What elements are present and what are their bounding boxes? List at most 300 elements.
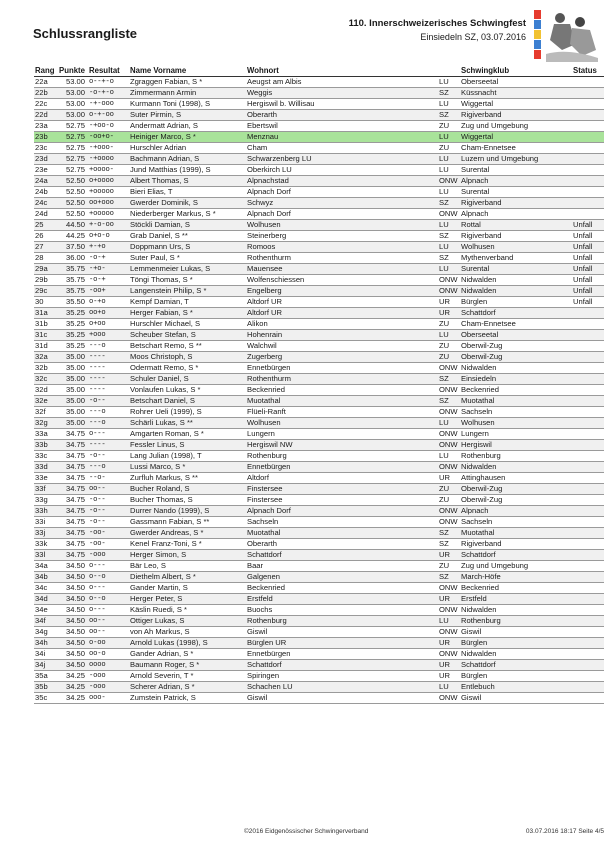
points-cell: 34.50	[58, 593, 88, 604]
canton-cell: ONW	[438, 175, 460, 186]
status-cell: Unfall	[572, 219, 604, 230]
canton-cell: UR	[438, 472, 460, 483]
name-cell: Moos Christoph, S	[129, 351, 246, 362]
name-cell: Bucher Roland, S	[129, 483, 246, 494]
result-cell: -oo-	[88, 538, 129, 549]
name-cell: Gassmann Fabian, S **	[129, 516, 246, 527]
points-cell: 35.75	[58, 285, 88, 296]
canton-cell: LU	[438, 131, 460, 142]
name-cell: Bieri Elias, T	[129, 186, 246, 197]
result-cell: -+ooo-	[88, 142, 129, 153]
table-row	[34, 362, 604, 373]
residence-cell: Beckenried	[246, 384, 438, 395]
status-cell: Unfall	[572, 263, 604, 274]
result-cell: ----	[88, 439, 129, 450]
event-subtitle: Einsiedeln SZ, 03.07.2016	[420, 32, 526, 42]
result-cell: oo--	[88, 483, 129, 494]
residence-cell: Ebertswil	[246, 120, 438, 131]
result-cell: -+oooo	[88, 153, 129, 164]
table-row	[34, 252, 604, 263]
status-cell: Unfall	[572, 285, 604, 296]
rank-cell: 34h	[34, 637, 58, 648]
table-header-row	[34, 65, 604, 76]
status-cell	[572, 318, 604, 329]
table-row	[34, 98, 604, 109]
canton-cell: SZ	[438, 395, 460, 406]
result-cell: -o--	[88, 516, 129, 527]
rank-cell: 26	[34, 230, 58, 241]
points-cell: 34.50	[58, 626, 88, 637]
points-cell: 34.75	[58, 450, 88, 461]
points-cell: 34.75	[58, 472, 88, 483]
canton-cell: SZ	[438, 571, 460, 582]
result-cell: -o--	[88, 450, 129, 461]
status-cell	[572, 98, 604, 109]
points-cell: 34.50	[58, 637, 88, 648]
residence-cell: Rothenburg	[246, 615, 438, 626]
status-cell	[572, 626, 604, 637]
canton-cell: ZU	[438, 483, 460, 494]
club-cell: Rothenburg	[460, 450, 572, 461]
rank-cell: 33d	[34, 461, 58, 472]
canton-cell: ONW	[438, 516, 460, 527]
status-cell	[572, 329, 604, 340]
residence-cell: Schattdorf	[246, 659, 438, 670]
points-cell: 35.00	[58, 351, 88, 362]
table-row	[34, 373, 604, 384]
result-cell: -+o-	[88, 263, 129, 274]
club-cell: Beckenried	[460, 384, 572, 395]
points-cell: 35.00	[58, 406, 88, 417]
name-cell: Schärli Lukas, S **	[129, 417, 246, 428]
table-row	[34, 637, 604, 648]
residence-cell: Schattdorf	[246, 549, 438, 560]
points-cell: 34.75	[58, 505, 88, 516]
canton-cell: SZ	[438, 109, 460, 120]
club-cell: Erstfeld	[460, 593, 572, 604]
club-cell: Oberwil-Zug	[460, 483, 572, 494]
club-cell: Cham-Ennetsee	[460, 142, 572, 153]
result-cell: -o--	[88, 395, 129, 406]
rank-cell: 33k	[34, 538, 58, 549]
points-cell: 34.50	[58, 560, 88, 571]
result-cell: oooo	[88, 659, 129, 670]
name-cell: Hurschler Adrian	[129, 142, 246, 153]
club-cell: Entlebuch	[460, 681, 572, 692]
status-cell	[572, 76, 604, 87]
canton-cell: ONW	[438, 648, 460, 659]
canton-cell: ZU	[438, 142, 460, 153]
name-cell: Ottiger Lukas, S	[129, 615, 246, 626]
club-cell: Nidwalden	[460, 362, 572, 373]
name-cell: Rohrer Ueli (1999), S	[129, 406, 246, 417]
residence-cell: Bürglen UR	[246, 637, 438, 648]
points-cell: 35.00	[58, 417, 88, 428]
canton-cell: LU	[438, 76, 460, 87]
table-row	[34, 296, 604, 307]
club-cell: Zug und Umgebung	[460, 120, 572, 131]
points-cell: 44.25	[58, 230, 88, 241]
club-cell: Oberwil-Zug	[460, 494, 572, 505]
name-cell: Gwerder Andreas, S *	[129, 527, 246, 538]
table-row	[34, 208, 604, 219]
residence-cell: Sachseln	[246, 516, 438, 527]
rank-cell: 34b	[34, 571, 58, 582]
name-cell: Betschart Daniel, S	[129, 395, 246, 406]
canton-cell: SZ	[438, 527, 460, 538]
status-cell: Unfall	[572, 274, 604, 285]
name-cell: Lang Julian (1998), T	[129, 450, 246, 461]
canton-cell: LU	[438, 186, 460, 197]
club-cell: Sachseln	[460, 406, 572, 417]
table-row	[34, 593, 604, 604]
residence-cell: Hergiswil b. Willisau	[246, 98, 438, 109]
residence-cell: Hohenrain	[246, 329, 438, 340]
residence-cell: Alpnachstad	[246, 175, 438, 186]
table-row	[34, 307, 604, 318]
points-cell: 34.50	[58, 659, 88, 670]
column-header: Wohnort	[246, 65, 438, 76]
canton-cell: LU	[438, 219, 460, 230]
status-cell	[572, 472, 604, 483]
residence-cell: Oberkirch LU	[246, 164, 438, 175]
residence-cell: Flüeli-Ranft	[246, 406, 438, 417]
result-cell: o---	[88, 428, 129, 439]
residence-cell: Schachen LU	[246, 681, 438, 692]
name-cell: Arnold Lukas (1998), S	[129, 637, 246, 648]
points-cell: 53.00	[58, 87, 88, 98]
table-row	[34, 692, 604, 703]
points-cell: 35.50	[58, 296, 88, 307]
table-row	[34, 219, 604, 230]
result-cell: o+o-o	[88, 230, 129, 241]
result-cell: oo--	[88, 615, 129, 626]
rank-cell: 23d	[34, 153, 58, 164]
residence-cell: Mauensee	[246, 263, 438, 274]
name-cell: Kurmann Toni (1998), S	[129, 98, 246, 109]
table-row	[34, 329, 604, 340]
status-cell	[572, 593, 604, 604]
rank-cell: 33a	[34, 428, 58, 439]
name-cell: Suter Paul, S *	[129, 252, 246, 263]
result-cell: ----	[88, 362, 129, 373]
canton-cell: LU	[438, 417, 460, 428]
canton-cell: ONW	[438, 505, 460, 516]
result-cell: ooo-	[88, 692, 129, 703]
rank-cell: 22d	[34, 109, 58, 120]
name-cell: Niederberger Markus, S *	[129, 208, 246, 219]
residence-cell: Aeugst am Albis	[246, 76, 438, 87]
name-cell: Bucher Thomas, S	[129, 494, 246, 505]
name-cell: Hurschler Michael, S	[129, 318, 246, 329]
rank-cell: 34c	[34, 582, 58, 593]
club-cell: March-Höfe	[460, 571, 572, 582]
table-row	[34, 76, 604, 87]
rank-cell: 30	[34, 296, 58, 307]
name-cell: Käslin Ruedi, S *	[129, 604, 246, 615]
name-cell: Suter Pirmin, S	[129, 109, 246, 120]
result-cell: -o-+	[88, 252, 129, 263]
status-cell	[572, 560, 604, 571]
club-cell: Hergiswil	[460, 439, 572, 450]
canton-cell: LU	[438, 450, 460, 461]
residence-cell: Oberarth	[246, 109, 438, 120]
rank-cell: 29b	[34, 274, 58, 285]
table-row	[34, 318, 604, 329]
result-cell: -+oo-o	[88, 120, 129, 131]
canton-cell: LU	[438, 263, 460, 274]
residence-cell: Baar	[246, 560, 438, 571]
canton-cell: ONW	[438, 626, 460, 637]
canton-cell: ONW	[438, 428, 460, 439]
residence-cell: Schwarzenberg LU	[246, 153, 438, 164]
table-row	[34, 274, 604, 285]
result-cell: o-+-oo	[88, 109, 129, 120]
name-cell: Diethelm Albert, S *	[129, 571, 246, 582]
name-cell: Zgraggen Fabian, S *	[129, 76, 246, 87]
canton-cell: ZU	[438, 318, 460, 329]
residence-cell: Menznau	[246, 131, 438, 142]
club-cell: Alpnach	[460, 208, 572, 219]
club-cell: Rottal	[460, 219, 572, 230]
residence-cell: Beckenried	[246, 582, 438, 593]
name-cell: Albert Thomas, S	[129, 175, 246, 186]
residence-cell: Wolhusen	[246, 417, 438, 428]
residence-cell: Buochs	[246, 604, 438, 615]
column-header: Schwingklub	[460, 65, 572, 76]
rank-cell: 32g	[34, 417, 58, 428]
rank-cell: 31c	[34, 329, 58, 340]
result-cell: ----	[88, 373, 129, 384]
status-cell	[572, 406, 604, 417]
name-cell: Jund Matthias (1999), S	[129, 164, 246, 175]
event-logo-icon	[532, 4, 602, 64]
table-row	[34, 142, 604, 153]
name-cell: Lemmenmeier Lukas, S	[129, 263, 246, 274]
result-cell: o+oooo	[88, 175, 129, 186]
name-cell: Heiniger Marco, S *	[129, 131, 246, 142]
name-cell: Gander Adrian, S *	[129, 648, 246, 659]
rank-cell: 23b	[34, 131, 58, 142]
status-cell	[572, 582, 604, 593]
rank-cell: 34f	[34, 615, 58, 626]
table-row	[34, 549, 604, 560]
club-cell: Oberwil-Zug	[460, 351, 572, 362]
table-row	[34, 109, 604, 120]
table-row	[34, 186, 604, 197]
table-row	[34, 461, 604, 472]
result-cell: -o--	[88, 505, 129, 516]
name-cell: Scheuber Stefan, S	[129, 329, 246, 340]
table-row	[34, 659, 604, 670]
points-cell: 35.00	[58, 384, 88, 395]
result-cell: o---	[88, 604, 129, 615]
club-cell: Bürglen	[460, 670, 572, 681]
name-cell: Töngi Thomas, S *	[129, 274, 246, 285]
table-row	[34, 87, 604, 98]
club-cell: Bürglen	[460, 637, 572, 648]
name-cell: Gwerder Dominik, S	[129, 197, 246, 208]
residence-cell: Finstersee	[246, 483, 438, 494]
name-cell: Kempf Damian, T	[129, 296, 246, 307]
residence-cell: Muotathal	[246, 395, 438, 406]
points-cell: 34.50	[58, 648, 88, 659]
rank-cell: 23e	[34, 164, 58, 175]
residence-cell: Altdorf UR	[246, 296, 438, 307]
canton-cell: ZU	[438, 351, 460, 362]
status-cell	[572, 384, 604, 395]
club-cell: Oberwil-Zug	[460, 340, 572, 351]
status-cell	[572, 505, 604, 516]
status-cell	[572, 362, 604, 373]
result-cell: o+oo	[88, 318, 129, 329]
name-cell: Grab Daniel, S **	[129, 230, 246, 241]
residence-cell: Lungern	[246, 428, 438, 439]
rank-cell: 32d	[34, 384, 58, 395]
rank-cell: 23a	[34, 120, 58, 131]
table-row	[34, 626, 604, 637]
column-header: Rang	[34, 65, 58, 76]
result-cell: +oooo-	[88, 164, 129, 175]
club-cell: Wiggertal	[460, 131, 572, 142]
club-cell: Surental	[460, 164, 572, 175]
club-cell: Rigiverband	[460, 230, 572, 241]
canton-cell: ONW	[438, 406, 460, 417]
rank-cell: 22a	[34, 76, 58, 87]
result-cell: -ooo	[88, 670, 129, 681]
canton-cell: ONW	[438, 208, 460, 219]
rank-cell: 32f	[34, 406, 58, 417]
name-cell: Betschart Remo, S **	[129, 340, 246, 351]
canton-cell: ONW	[438, 461, 460, 472]
rank-cell: 32b	[34, 362, 58, 373]
name-cell: Vonlaufen Lukas, S *	[129, 384, 246, 395]
status-cell	[572, 538, 604, 549]
points-cell: 34.75	[58, 516, 88, 527]
club-cell: Cham-Ennetsee	[460, 318, 572, 329]
table-row	[34, 450, 604, 461]
status-cell	[572, 450, 604, 461]
table-row	[34, 560, 604, 571]
canton-cell: LU	[438, 615, 460, 626]
points-cell: 53.00	[58, 109, 88, 120]
residence-cell: Walchwil	[246, 340, 438, 351]
points-cell: 52.75	[58, 131, 88, 142]
points-cell: 52.75	[58, 142, 88, 153]
table-row	[34, 505, 604, 516]
table-row	[34, 483, 604, 494]
canton-cell: UR	[438, 307, 460, 318]
result-cell: o---	[88, 560, 129, 571]
canton-cell: SZ	[438, 197, 460, 208]
club-cell: Schattdorf	[460, 549, 572, 560]
residence-cell: Cham	[246, 142, 438, 153]
points-cell: 35.00	[58, 395, 88, 406]
result-cell: +-+o	[88, 241, 129, 252]
residence-cell: Giswil	[246, 692, 438, 703]
rank-cell: 32a	[34, 351, 58, 362]
rank-cell: 35a	[34, 670, 58, 681]
points-cell: 52.75	[58, 120, 88, 131]
club-cell: Rigiverband	[460, 197, 572, 208]
residence-cell: Weggis	[246, 87, 438, 98]
name-cell: Durrer Nando (1999), S	[129, 505, 246, 516]
name-cell: Baumann Roger, S *	[129, 659, 246, 670]
canton-cell: ZU	[438, 340, 460, 351]
result-cell: ---o	[88, 340, 129, 351]
rank-cell: 33g	[34, 494, 58, 505]
result-cell: o--o	[88, 571, 129, 582]
table-row	[34, 263, 604, 274]
status-cell	[572, 109, 604, 120]
table-row	[34, 615, 604, 626]
points-cell: 34.50	[58, 604, 88, 615]
table-row	[34, 670, 604, 681]
name-cell: Gander Martin, S	[129, 582, 246, 593]
rank-cell: 25	[34, 219, 58, 230]
result-cell: ---o	[88, 406, 129, 417]
name-cell: Doppmann Urs, S	[129, 241, 246, 252]
points-cell: 52.50	[58, 186, 88, 197]
canton-cell: LU	[438, 241, 460, 252]
rank-cell: 33l	[34, 549, 58, 560]
canton-cell: LU	[438, 153, 460, 164]
name-cell: Zimmermann Armin	[129, 87, 246, 98]
result-cell: -oo+o-	[88, 131, 129, 142]
residence-cell: Ennetbürgen	[246, 461, 438, 472]
table-row	[34, 494, 604, 505]
status-cell	[572, 164, 604, 175]
points-cell: 34.75	[58, 494, 88, 505]
canton-cell: LU	[438, 329, 460, 340]
rank-cell: 31a	[34, 307, 58, 318]
status-cell	[572, 208, 604, 219]
rank-cell: 24d	[34, 208, 58, 219]
club-cell: Alpnach	[460, 175, 572, 186]
rank-cell: 23c	[34, 142, 58, 153]
residence-cell: Altdorf	[246, 472, 438, 483]
residence-cell: Wolfenschiessen	[246, 274, 438, 285]
results-table	[34, 65, 604, 704]
points-cell: 34.75	[58, 483, 88, 494]
canton-cell: ONW	[438, 604, 460, 615]
column-header: Name Vorname	[129, 65, 246, 76]
table-row	[34, 131, 604, 142]
name-cell: von Ah Markus, S	[129, 626, 246, 637]
rank-cell: 35b	[34, 681, 58, 692]
residence-cell: Engelberg	[246, 285, 438, 296]
club-cell: Surental	[460, 263, 572, 274]
residence-cell: Alpnach Dorf	[246, 186, 438, 197]
club-cell: Alpnach	[460, 505, 572, 516]
result-cell: o-+o	[88, 296, 129, 307]
club-cell: Küssnacht	[460, 87, 572, 98]
status-cell	[572, 142, 604, 153]
table-row	[34, 230, 604, 241]
points-cell: 35.25	[58, 318, 88, 329]
rank-cell: 34e	[34, 604, 58, 615]
result-cell: +ooooo	[88, 208, 129, 219]
canton-cell: ZU	[438, 120, 460, 131]
status-cell: Unfall	[572, 252, 604, 263]
club-cell: Rigiverband	[460, 538, 572, 549]
name-cell: Arnold Severin, T *	[129, 670, 246, 681]
table-row	[34, 428, 604, 439]
status-cell	[572, 681, 604, 692]
canton-cell: ONW	[438, 285, 460, 296]
club-cell: Attinghausen	[460, 472, 572, 483]
rank-cell: 22b	[34, 87, 58, 98]
